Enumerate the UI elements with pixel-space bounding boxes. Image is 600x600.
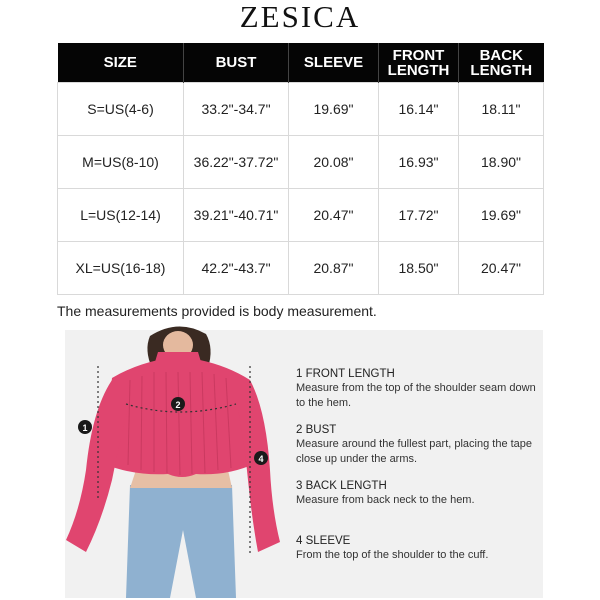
cell-back-length: 18.90" (459, 136, 544, 189)
cell-sleeve: 20.87" (289, 242, 379, 295)
cell-size: S=US(4-6) (58, 83, 184, 136)
guide-item-bust (296, 423, 536, 466)
cell-size: L=US(12-14) (58, 189, 184, 242)
cell-size: XL=US(16-18) (58, 242, 184, 295)
guide-item-front-length (296, 367, 536, 410)
sweater-body (104, 360, 258, 477)
column-header-bust: BUST (184, 43, 289, 83)
cell-back-length: 20.47" (459, 242, 544, 295)
guide-description: Measure from the top of the shoulder seam down to the hem. (296, 382, 536, 409)
column-header-front-length: FRONT LENGTH (379, 43, 459, 83)
cell-front-length: 16.14" (379, 83, 459, 136)
cell-size: M=US(8-10) (58, 136, 184, 189)
sweater-collar (152, 352, 204, 372)
measurement-note: The measurements provided is body measurement. (57, 303, 377, 319)
measurement-guide (296, 367, 536, 575)
cell-front-length: 17.72" (379, 189, 459, 242)
guide-item-back-length (296, 479, 536, 508)
marker-2: 2 (175, 400, 181, 410)
cell-bust: 42.2"-43.7" (184, 242, 289, 295)
jeans-shape (126, 485, 236, 598)
cell-sleeve: 20.47" (289, 189, 379, 242)
guide-title: 1 FRONT LENGTH (296, 368, 395, 380)
cell-bust: 36.22"-37.72" (184, 136, 289, 189)
guide-title: 2 BUST (296, 424, 337, 436)
guide-title: 4 SLEEVE (296, 534, 351, 547)
marker-1: 1 (82, 423, 88, 433)
cell-bust: 33.2"-34.7" (184, 83, 289, 136)
guide-item-sleeve (296, 534, 536, 563)
guide-description: From the top of the shoulder to the cuff. (296, 548, 489, 561)
guide-description: Measure around the fullest part, placing the tape close up under the arms. (296, 438, 533, 465)
guide-title: 3 BACK LENGTH (296, 480, 387, 492)
guide-description: Measure from back neck to the hem. (296, 494, 475, 506)
cell-front-length: 18.50" (379, 242, 459, 295)
cell-back-length: 19.69" (459, 189, 544, 242)
cell-sleeve: 19.69" (289, 83, 379, 136)
cell-bust: 39.21"-40.71" (184, 189, 289, 242)
column-header-size: SIZE (58, 43, 184, 83)
marker-4: 4 (258, 454, 264, 464)
cell-back-length: 18.11" (459, 83, 544, 136)
column-header-back-length: BACK LENGTH (459, 43, 544, 83)
cell-front-length: 16.93" (379, 136, 459, 189)
brand-logo: ZESICA (239, 0, 361, 34)
cell-sleeve: 20.08" (289, 136, 379, 189)
column-header-sleeve: SLEEVE (289, 43, 379, 83)
